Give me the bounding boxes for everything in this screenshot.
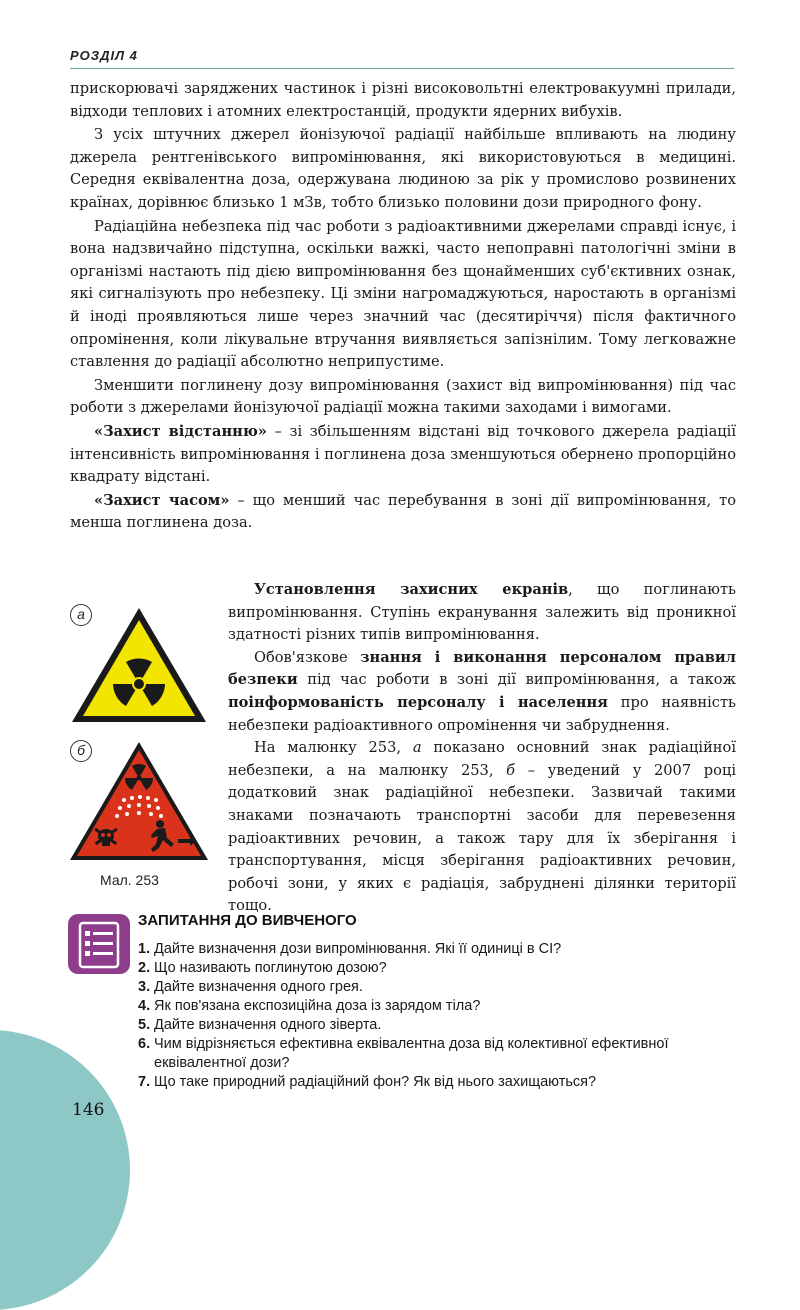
time-protection: [70, 490, 736, 535]
list-item: 6. Чим відрізняється ефективна еквівалентна доза від колективної ефективної еквівалентної дози?: [138, 1036, 669, 1071]
figure-label-b: б: [70, 740, 92, 762]
header-rule: [70, 68, 734, 69]
definition: – зі збільшенням відстані від точкового джерела радіації інтенсивність випромінювання і поглинена доза зменшуються обернено пропорційно квадрату відстані.: [70, 422, 736, 486]
radiation-warning-red-icon: [68, 740, 210, 862]
figure-label-a: а: [70, 604, 92, 626]
term: Установлення захисних екранів: [254, 581, 569, 598]
figure-caption: Мал. 253: [100, 872, 159, 888]
list-item: 3. Дайте визначення одного грея.: [138, 979, 363, 995]
paragraph: Зменшити поглинену дозу випромінювання (захист від випромінювання) під час роботи з джерелами йонізуючої радіації можна такими заходами і вимогами.: [70, 376, 736, 417]
page-number: 146: [72, 1100, 105, 1120]
screens-paragraph: Установлення захисних екранів, що поглинають випромінювання. Ступінь екранування залежить від проникної здатності різних типів випромінювання.: [228, 581, 736, 644]
questions-icon: [68, 914, 130, 974]
questions-title: ЗАПИТАННЯ ДО ВИВЧЕНОГО: [138, 912, 357, 929]
list-item: 1. Дайте визначення дози випромінювання. Які її одиниці в СІ?: [138, 941, 562, 957]
questions-list: [138, 940, 738, 1092]
checklist-icon: [68, 914, 130, 974]
definition: – що менший час перебування в зоні дії випромінювання, то менша поглинена доза.: [70, 491, 736, 532]
term: «Захист часом»: [94, 491, 230, 509]
radiation-sign-yellow-icon: [68, 604, 210, 726]
list-item: 2. Що називають поглинутою дозою?: [138, 960, 387, 976]
list-item: 4. Як пов'язана експозиційна доза із зарядом тіла?: [138, 998, 481, 1014]
distance-protection: [70, 421, 736, 489]
paragraph: прискорювачі заряджених частинок і різні високовольтні електровакуумні прилади, відходи теплових і атомних електростанцій, продукти ядерних вибухів.: [70, 80, 736, 120]
signs-paragraph: На малюнку 253, а показано основний знак радіаційної небезпеки, а на малюнку 253, б – уведений у 2007 році додатковий знак радіаційної небезпеки. Зазвичай такими знаками позначають транспортні засоби для перевезення радіоактивних речовин, а також тару для їх зберігання і транспортування, місця зберігання радіоактивних речовин, робочі зони, у яких є радіація, забруднені ділянки території тощо.: [228, 739, 736, 915]
main-text: [70, 78, 736, 536]
side-text: [228, 579, 736, 918]
term: «Захист відстанню»: [94, 422, 267, 440]
list-item: 5. Дайте визначення одного зіверта.: [138, 1017, 382, 1033]
rules-paragraph: Обов'язкове знання і виконання персоналом правил безпеки під час роботи в зоні дії випромінювання, а також поінформованість персоналу і населення про наявність небезпеки радіоактивного опромінення чи забруднення.: [228, 648, 736, 734]
paragraph: Радіаційна небезпека під час роботи з радіоактивними джерелами справді існує, і вона надзвичайно підступна, оскільки важкі, часто непоправні патологічні зміни в організмі настають під дією випромінювання без щонайменших суб'єктивних ознак, які сигналізують про небезпеку. Ці зміни нагромаджуються, наростають в організмі й іноді проявляються лише через значний час (десятиріччя) після фактичного опромінення, коли лікувальне втручання виявляється запізнілим. Тому легковажне ставлення до радіації абсолютно неприпустиме.: [70, 217, 736, 371]
paragraph: З усіх штучних джерел йонізуючої радіації найбільше впливають на людину джерела рентгенівського випромінювання, які використовуються в медицині. Середня еквівалентна доза, одержувана людиною за рік у промислово розвинених країнах, дорівнює близько 1 мЗв, тобто близько половини дози природного фону.: [70, 126, 736, 211]
section-header: РОЗДІЛ 4: [70, 48, 138, 63]
list-item: 7. Що таке природний радіаційний фон? Як від нього захищаються?: [138, 1074, 597, 1090]
corner-decoration: [0, 1030, 130, 1310]
